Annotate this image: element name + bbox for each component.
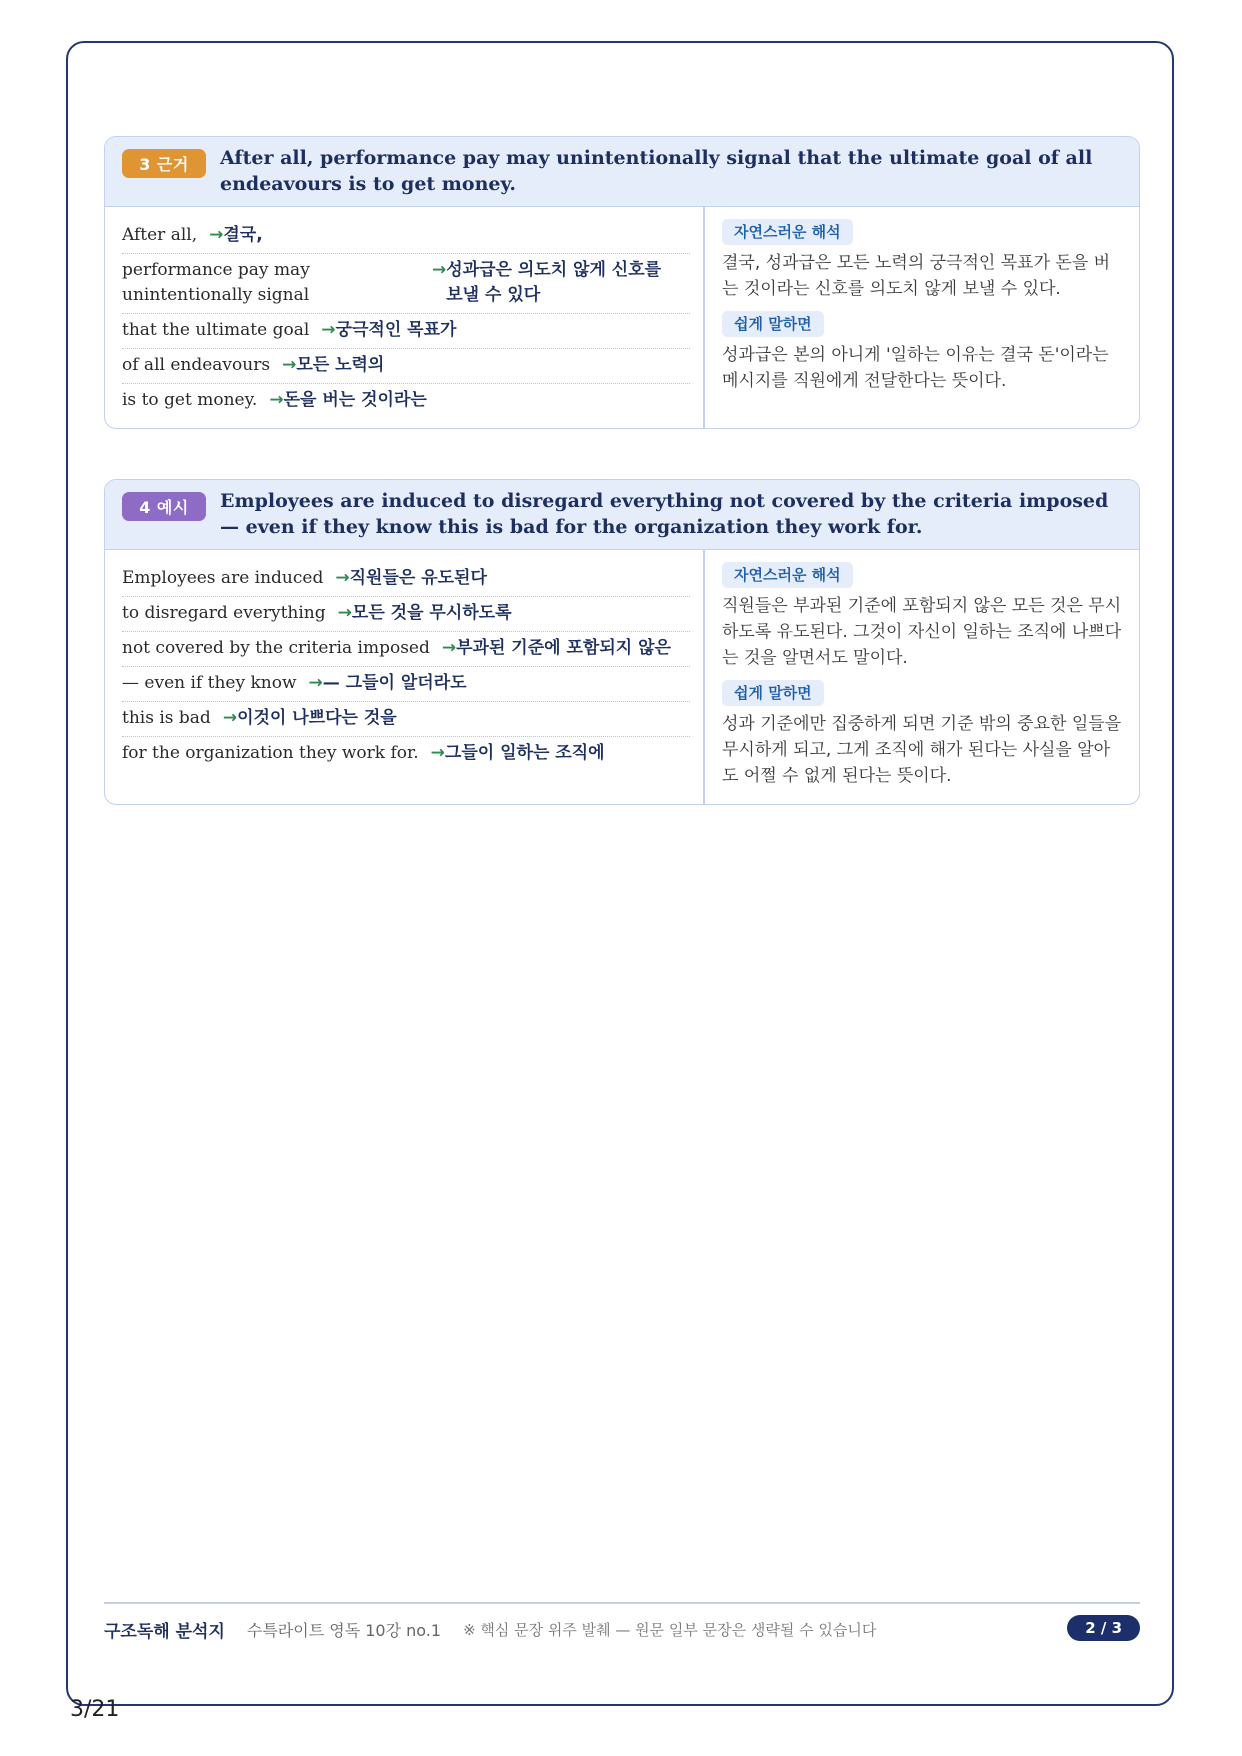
arrow-icon: → (308, 673, 323, 693)
interpretation-panel (722, 219, 1122, 403)
sentence-badge: 3 근거 (122, 149, 206, 178)
footer-subtitle: 수특라이트 영독 10강 no.1 (246, 1620, 442, 1640)
chunk-row (122, 314, 690, 349)
analysis-card-4 (104, 479, 1140, 805)
page-footer (104, 1614, 1140, 1644)
natural-translation-tag: 자연스러운 해석 (722, 219, 853, 245)
chunk-english: After all, (122, 225, 198, 245)
arrow-icon: → (209, 225, 224, 245)
original-sentence: Employees are induced to disregard everything not covered by the criteria imposed — even if they know this is bad for the organization they work for. (220, 490, 1109, 538)
arrow-icon: → (432, 260, 447, 280)
chunk-english: is to get money. (122, 390, 258, 410)
arrow-icon: → (222, 708, 238, 728)
chunk-row (122, 384, 690, 418)
chunk-row (122, 702, 690, 737)
chunk-row (122, 737, 690, 771)
interpretation-panel (722, 562, 1122, 798)
card-body (105, 207, 1139, 429)
chunk-english: for the organization they work for. (122, 743, 419, 763)
chunk-english: that the ultimate goal (122, 320, 310, 340)
chunk-row (122, 597, 690, 632)
easy-explanation-tag: 쉽게 말하면 (722, 680, 824, 706)
analysis-card-3 (104, 136, 1140, 429)
footer-divider (104, 1602, 1140, 1604)
chunk-korean: 부과된 기준에 포함되지 않은 (456, 638, 671, 658)
arrow-icon: → (321, 320, 336, 340)
easy-explanation-text: 성과급은 본의 아니게 '일하는 이유는 결국 돈'이라는 메시지를 직원에게 전달한다는 뜻이다. (722, 345, 1109, 391)
footer-title: 구조독해 분석지 (104, 1621, 225, 1642)
chunk-korean: 모든 노력의 (296, 355, 385, 375)
arrow-icon: → (269, 390, 284, 410)
card-header (105, 137, 1139, 207)
footer-note: ※ 핵심 문장 위주 발췌 — 원문 일부 문장은 생략될 수 있습니다 (463, 1620, 877, 1639)
chunk-english: to disregard everything (122, 603, 326, 623)
card-body (105, 550, 1139, 805)
chunk-korean: 모든 것을 무시하도록 (351, 603, 512, 623)
chunk-korean: 직원들은 유도된다 (349, 568, 487, 588)
chunk-english: of all endeavours (122, 355, 271, 375)
arrow-icon: → (335, 568, 350, 588)
chunk-korean: 그들이 일하는 조직에 (444, 743, 605, 763)
arrow-icon: → (430, 743, 445, 763)
chunk-row (122, 562, 690, 597)
chunk-english: not covered by the criteria imposed (122, 638, 430, 658)
arrow-icon: → (441, 638, 457, 658)
chunk-english: this is bad (122, 708, 211, 728)
chunk-row (122, 349, 690, 384)
column-divider (703, 550, 705, 805)
chunk-korean: 궁극적인 목표가 (335, 320, 457, 340)
natural-translation-text: 직원들은 부과된 기준에 포함되지 않은 모든 것은 무시하도록 유도된다. 그것이 자신이 일하는 조직에 나쁘다는 것을 알면서도 말이다. (722, 596, 1122, 668)
chunk-korean: 이것이 나쁘다는 것을 (237, 708, 397, 728)
chunk-translation (432, 258, 682, 308)
page-counter: 3/21 (70, 1697, 120, 1722)
chunk-row (122, 219, 690, 254)
chunk-korean: 돈을 버는 것이라는 (283, 390, 427, 410)
sentence-badge: 4 예시 (122, 492, 206, 521)
natural-translation-tag: 자연스러운 해석 (722, 562, 853, 588)
column-divider (703, 207, 705, 429)
chunk-row (122, 667, 690, 702)
chunk-list (122, 562, 690, 771)
arrow-icon: → (282, 355, 297, 375)
easy-explanation-tag: 쉽게 말하면 (722, 311, 824, 337)
chunk-korean: — 그들이 알더라도 (322, 673, 467, 693)
page-number-badge: 2 / 3 (1067, 1615, 1140, 1641)
card-header (105, 480, 1139, 550)
easy-explanation-text: 성과 기준에만 집중하게 되면 기준 밖의 중요한 일들을 무시하게 되고, 그게 조직에 해가 된다는 사실을 알아도 어쩔 수 없게 된다는 뜻이다. (722, 714, 1122, 786)
chunk-list (122, 219, 690, 418)
chunk-row (122, 254, 690, 314)
natural-translation-text: 결국, 성과급은 모든 노력의 궁극적인 목표가 돈을 버는 것이라는 신호를 의도치 않게 보낼 수 있다. (722, 253, 1111, 299)
chunk-korean: 성과급은 의도치 않게 신호를 보낼 수 있다 (446, 260, 662, 305)
chunk-english: performance pay may unintentionally signal (122, 260, 310, 305)
arrow-icon: → (337, 603, 352, 623)
chunk-english: Employees are induced (122, 568, 324, 588)
chunk-row (122, 632, 690, 667)
chunk-korean: 결국, (223, 225, 263, 245)
chunk-english: — even if they know (122, 673, 297, 693)
original-sentence: After all, performance pay may unintentionally signal that the ultimate goal of all endeavours is to get money. (220, 147, 1093, 195)
